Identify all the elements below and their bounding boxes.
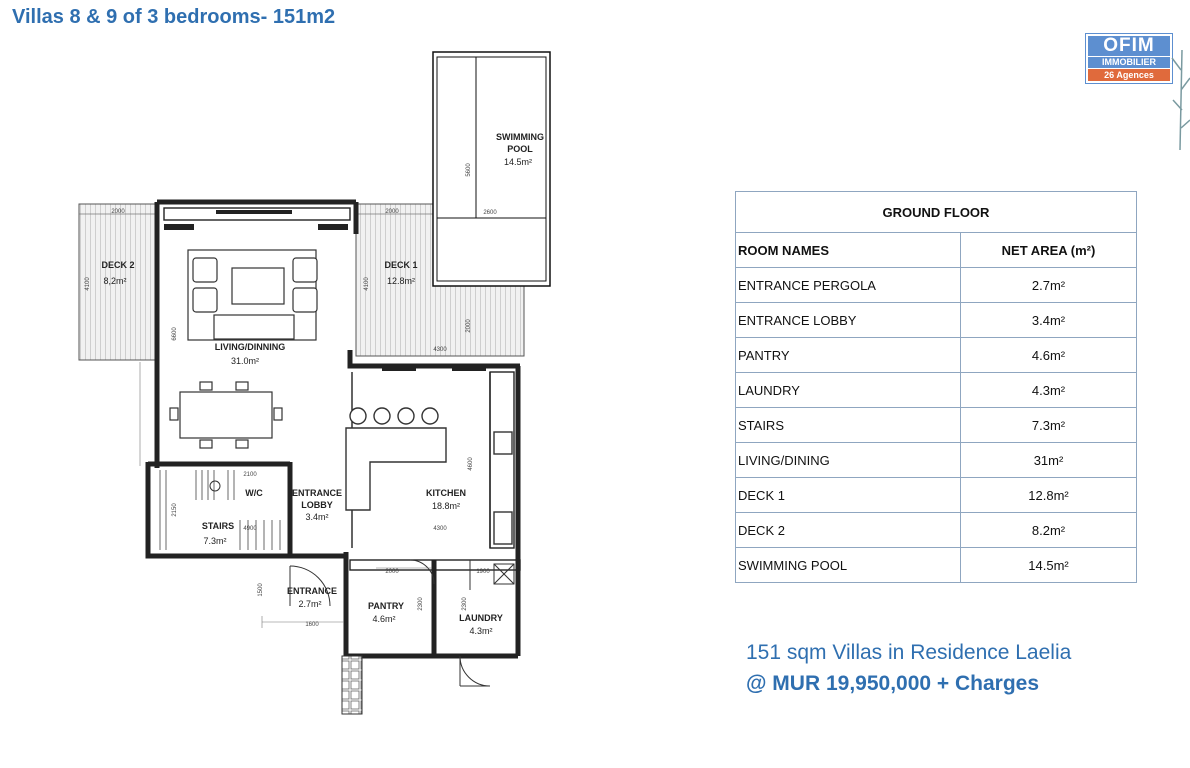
- logo-line2: IMMOBILIER: [1088, 56, 1170, 68]
- room-name: ENTRANCE PERGOLA: [736, 268, 961, 303]
- living-label: LIVING/DINNING: [214, 342, 286, 352]
- living-dim-h: 6600: [172, 327, 178, 341]
- table-heading: GROUND FLOOR: [736, 192, 1137, 233]
- room-name: SWIMMING POOL: [736, 548, 961, 583]
- deck1-label: DECK 1: [384, 260, 418, 270]
- plant-decoration-icon: [1170, 40, 1190, 150]
- table-row: [736, 268, 1137, 303]
- kitchen-dim-h: 4600: [468, 457, 474, 471]
- pool-label-2: POOL: [507, 144, 533, 154]
- deck1-dim-h: 4100: [364, 277, 370, 291]
- deck1-dim-b: 4300: [433, 347, 447, 353]
- pool-dim-w: 2600: [483, 210, 497, 216]
- stairs-area-label: 7.3m²: [203, 536, 227, 546]
- room-area: 12.8m²: [961, 478, 1137, 513]
- kitchen-label: KITCHEN: [426, 488, 466, 498]
- pantry-area-label: 4.6m²: [372, 614, 396, 624]
- room-area: 4.3m²: [961, 373, 1137, 408]
- entrance-area-label: 2.7m²: [298, 599, 322, 609]
- table-row: [736, 513, 1137, 548]
- pantry-dim-h: 2300: [418, 597, 424, 611]
- wc-label: W/C: [245, 488, 263, 498]
- room-name: DECK 2: [736, 513, 961, 548]
- lobby-label-1: ENTRANCE: [291, 488, 343, 498]
- page-title: Villas 8 & 9 of 3 bedrooms- 151m2: [12, 6, 336, 28]
- table-row: [736, 548, 1137, 583]
- deck2-dim-w: 2000: [111, 209, 125, 215]
- lobby-area-label: 3.4m²: [305, 512, 329, 522]
- living-area-label: 31.0m²: [230, 356, 260, 366]
- table-row: [736, 478, 1137, 513]
- deck1-dim-w: 2000: [385, 209, 399, 215]
- logo-name: OFIM: [1103, 35, 1155, 56]
- room-area: 4.6m²: [961, 338, 1137, 373]
- table-row: [736, 443, 1137, 478]
- pool-label-1: SWIMMING: [496, 132, 544, 142]
- wc-dim: 2100: [243, 472, 257, 478]
- table-row: [736, 408, 1137, 443]
- laundry-dim-w: 1900: [476, 569, 490, 575]
- pool-area: [433, 52, 550, 286]
- deck2-dim-h: 4100: [85, 277, 91, 291]
- floor-plan: [0, 0, 560, 720]
- pool-area-label: 14.5m²: [503, 157, 533, 167]
- room-name: DECK 1: [736, 478, 961, 513]
- pantry-label: PANTRY: [368, 601, 404, 611]
- listing-description: 151 sqm Villas in Residence Laelia: [746, 641, 1072, 664]
- table-row: [736, 338, 1137, 373]
- room-area: 14.5m²: [961, 548, 1137, 583]
- room-area: 31m²: [961, 443, 1137, 478]
- deck1-dim-h2: 2000: [466, 319, 472, 333]
- deck2-area-label: 8,2m²: [103, 276, 127, 286]
- stairs-label: STAIRS: [201, 521, 235, 531]
- room-name: LAUNDRY: [736, 373, 961, 408]
- column-header-room-names: ROOM NAMES: [736, 233, 961, 268]
- room-name: LIVING/DINING: [736, 443, 961, 478]
- entrance-label: ENTRANCE: [286, 586, 338, 596]
- room-area: 2.7m²: [961, 268, 1137, 303]
- kitchen-area-label: 18.8m²: [431, 501, 461, 511]
- logo-line3: 26 Agences: [1088, 68, 1170, 81]
- room-area: 8.2m²: [961, 513, 1137, 548]
- stairs-dim-h: 2150: [172, 503, 178, 517]
- stairs-dim-w: 4900: [243, 526, 257, 532]
- laundry-label: LAUNDRY: [459, 613, 503, 623]
- entrance-dim-w: 1600: [305, 622, 319, 628]
- entrance-path: [342, 656, 362, 714]
- lobby-label-2: LOBBY: [301, 500, 333, 510]
- kitchen-dim-w: 4300: [433, 526, 447, 532]
- pool-dim-h: 5600: [466, 163, 472, 177]
- entrance-dim-h: 1500: [258, 583, 264, 597]
- column-header-net-area: NET AREA (m²): [961, 233, 1137, 268]
- room-name: PANTRY: [736, 338, 961, 373]
- room-area: 7.3m²: [961, 408, 1137, 443]
- table-row: [736, 373, 1137, 408]
- room-name: STAIRS: [736, 408, 961, 443]
- deck1-area-label: 12.8m²: [386, 276, 416, 286]
- room-area: 3.4m²: [961, 303, 1137, 338]
- laundry-area-label: 4.3m²: [469, 626, 493, 636]
- listing-price: @ MUR 19,950,000 + Charges: [746, 672, 1040, 695]
- laundry-dim-h: 2300: [462, 597, 468, 611]
- ofim-logo[interactable]: [1086, 34, 1172, 83]
- table-row: [736, 303, 1137, 338]
- deck2-label: DECK 2: [101, 260, 135, 270]
- room-area-table: [735, 191, 1137, 583]
- room-name: ENTRANCE LOBBY: [736, 303, 961, 338]
- pantry-dim-w: 2000: [385, 569, 399, 575]
